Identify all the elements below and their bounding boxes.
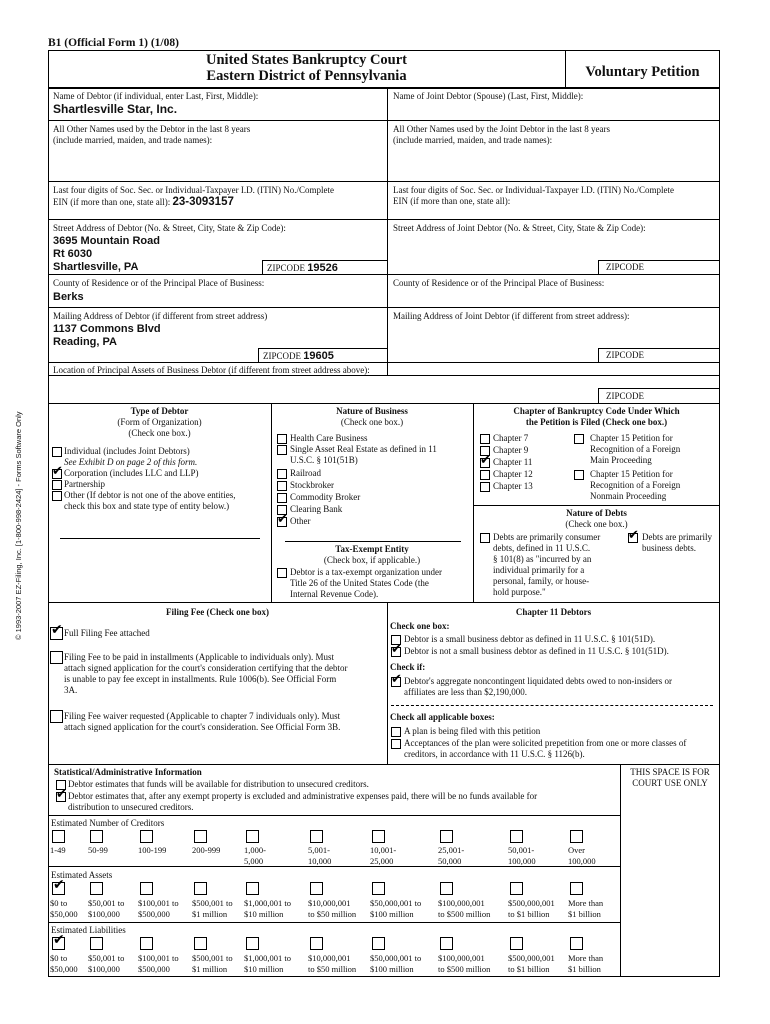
checkbox-other-business[interactable] (277, 517, 287, 527)
assets-label-4: $1,000,001 to $10 million (244, 898, 291, 919)
joint-other-names-label: All Other Names used by the Joint Debtor in the last 8 years (include married, maiden, and trade names): (393, 124, 610, 145)
liabilities-label-9: More than $1 billion (568, 953, 604, 974)
label-single-asset: Single Asset Real Estate as defined in 11 U.S.C. § 101(51B) (290, 444, 437, 465)
creditors-checkbox-5[interactable] (310, 830, 323, 843)
liabilities-label-5: $10,000,001 to $50 million (308, 953, 357, 974)
label-chapter-13: Chapter 13 (493, 481, 533, 491)
label-consumer-debts: Debts are primarily consumer debts, defined in 11 U.S.C. § 101(8) as "incurred by an individual primarily for a personal, family, or house- hold purpose." (493, 532, 601, 597)
joint-ssn-label: Last four digits of Soc. Sec. or Individual-Taxpayer I.D. (ITIN) No./Complete EIN (if more than one, state all): (393, 185, 675, 206)
liabilities-checkbox-8[interactable] (510, 937, 523, 950)
checkbox-consumer-debts[interactable] (480, 533, 490, 543)
ssn-label: Last four digits of Soc. Sec. or Individual-Taxpayer I.D. (ITIN) No./Complete EIN (if more than one, state all): 23-3093157 (53, 185, 335, 208)
checkbox-plan-filed[interactable] (391, 727, 401, 737)
label-full-fee: Full Filing Fee attached (64, 628, 150, 638)
other-entity-line[interactable] (60, 538, 260, 539)
statistical-heading: Statistical/Administrative Information (54, 767, 202, 777)
assets-checkbox-9[interactable] (570, 882, 583, 895)
creditors-checkbox-6[interactable] (372, 830, 385, 843)
form-title: Voluntary Petition (585, 64, 700, 80)
checkbox-railroad[interactable] (277, 469, 287, 479)
street-value[interactable]: 3695 Mountain Road Rt 6030 Shartlesville, PA (53, 235, 160, 273)
check-all-label: Check all applicable boxes: (390, 712, 495, 722)
creditors-checkbox-9[interactable] (570, 830, 583, 843)
assets-heading: Estimated Assets (51, 870, 113, 880)
creditors-checkbox-2[interactable] (140, 830, 153, 843)
label-fee-waiver: Filing Fee waiver requested (Applicable to chapter 7 individuals only). Must attach signed application for the court's consideration. See Official Form 3B. (64, 711, 341, 732)
label-other-business: Other (290, 516, 311, 526)
county-label: County of Residence or of the Principal Place of Business: (53, 278, 265, 288)
liabilities-label-1: $50,001 to $100,000 (88, 953, 125, 974)
type-of-debtor-heading: Type of Debtor (Form of Organization) (Check one box.) (117, 406, 202, 438)
label-other-entity: Other (If debtor is not one of the above entities, check this box and state type of entity below.) (64, 490, 236, 511)
assets-checkbox-1[interactable] (90, 882, 103, 895)
location-zip: ZIPCODE (606, 391, 644, 401)
label-acceptances: Acceptances of the plan were solicited prepetition from one or more classes of creditors, in accordance with 11 U.S.C. § 1126(b). (404, 738, 687, 759)
ein-value[interactable]: 23-3093157 (172, 196, 234, 208)
label-individual: Individual (includes Joint Debtors) (64, 446, 190, 456)
label-clearing-bank: Clearing Bank (290, 504, 343, 514)
checkbox-aggregate-debts[interactable] (391, 677, 401, 687)
creditors-label-3: 200-999 (192, 845, 221, 855)
creditors-checkbox-0[interactable] (52, 830, 65, 843)
creditors-label-6: 10,001- 25,000 (370, 845, 397, 866)
checkbox-other-entity[interactable] (52, 491, 62, 501)
joint-street-label: Street Address of Joint Debtor (No. & Street, City, State & Zip Code): (393, 223, 646, 233)
chapter-heading: Chapter of Bankruptcy Code Under Which the Petition is Filed (Check one box.) (513, 406, 680, 427)
liabilities-label-7: $100,000,001 to $500 million (438, 953, 491, 974)
liabilities-label-0: $0 to $50,000 (50, 953, 78, 974)
joint-county-label: County of Residence or of the Principal Place of Business: (393, 278, 605, 288)
label-tax-exempt: Debtor is a tax-exempt organization under Title 26 of the United States Code (the Internal Revenue Code). (290, 567, 443, 599)
checkbox-fee-waiver[interactable] (50, 710, 63, 723)
checkbox-full-fee[interactable] (50, 627, 63, 640)
liabilities-checkbox-5[interactable] (310, 937, 323, 950)
checkbox-chapter-7[interactable] (480, 434, 490, 444)
assets-label-9: More than $1 billion (568, 898, 604, 919)
creditors-heading: Estimated Number of Creditors (51, 818, 165, 828)
filing-fee-heading: Filing Fee (Check one box) (166, 607, 269, 617)
street-zip: ZIPCODE 19526 (267, 262, 338, 274)
checkbox-single-asset[interactable] (277, 445, 287, 455)
creditors-label-5: 5,001- 10,000 (308, 845, 332, 866)
label-chapter-12: Chapter 12 (493, 469, 533, 479)
liabilities-checkbox-1[interactable] (90, 937, 103, 950)
check-one-box-label: Check one box: (390, 621, 450, 631)
label-chapter-7: Chapter 7 (493, 433, 529, 443)
liabilities-label-8: $500,000,001 to $1 billion (508, 953, 555, 974)
creditors-label-7: 25,001- 50,000 (438, 845, 465, 866)
label-small-business: Debtor is a small business debtor as defined in 11 U.S.C. § 101(51D). (404, 634, 656, 644)
checkbox-health-care[interactable] (277, 434, 287, 444)
assets-label-2: $100,001 to $500,000 (138, 898, 179, 919)
assets-label-8: $500,000,001 to $1 billion (508, 898, 555, 919)
mailing-label: Mailing Address of Debtor (if different from street address) (53, 311, 268, 321)
assets-label-0: $0 to $50,000 (50, 898, 78, 919)
checkbox-installments[interactable] (50, 651, 63, 664)
checkbox-stockbroker[interactable] (277, 481, 287, 491)
liabilities-checkbox-4[interactable] (246, 937, 259, 950)
liabilities-checkbox-2[interactable] (140, 937, 153, 950)
assets-checkbox-6[interactable] (372, 882, 385, 895)
checkbox-chapter-11[interactable] (480, 458, 490, 468)
assets-checkbox-8[interactable] (510, 882, 523, 895)
assets-checkbox-3[interactable] (194, 882, 207, 895)
liabilities-checkbox-0[interactable] (52, 937, 65, 950)
checkbox-no-funds[interactable] (56, 792, 66, 802)
label-chapter-15-main: Chapter 15 Petition for Recognition of a Foreign Main Proceeding (590, 433, 681, 465)
checkbox-commodity[interactable] (277, 493, 287, 503)
label-plan-filed: A plan is being filed with this petition (404, 726, 541, 736)
sidebar-copyright: © 1993-2007 EZ-Filing, Inc. [1-800-998-2424] - Forms Software Only (14, 411, 23, 640)
exhibit-d-note: See Exhibit D on page 2 of this form. (64, 457, 198, 467)
creditors-checkbox-8[interactable] (510, 830, 523, 843)
liabilities-checkbox-9[interactable] (570, 937, 583, 950)
liabilities-label-2: $100,001 to $500,000 (138, 953, 179, 974)
label-health-care: Health Care Business (290, 433, 368, 443)
checkbox-partnership[interactable] (52, 480, 62, 490)
label-commodity: Commodity Broker (290, 492, 361, 502)
location-label: Location of Principal Assets of Business Debtor (if different from street address above): (53, 365, 370, 375)
mailing-zip-value[interactable]: 19605 (303, 350, 334, 362)
label-railroad: Railroad (290, 468, 321, 478)
creditors-label-0: 1-49 (50, 845, 66, 855)
liabilities-checkbox-6[interactable] (372, 937, 385, 950)
joint-mailing-label: Mailing Address of Joint Debtor (if different from street address): (393, 311, 630, 321)
assets-label-3: $500,001 to $1 million (192, 898, 233, 919)
joint-street-zip: ZIPCODE (606, 262, 644, 272)
form-id: B1 (Official Form 1) (1/08) (48, 37, 179, 49)
assets-checkbox-7[interactable] (440, 882, 453, 895)
label-stockbroker: Stockbroker (290, 480, 334, 490)
checkbox-chapter-13[interactable] (480, 482, 490, 492)
other-names-label: All Other Names used by the Debtor in the last 8 years (include married, maiden, and trade names): (53, 124, 251, 145)
liabilities-checkbox-3[interactable] (194, 937, 207, 950)
debtor-name-value[interactable]: Shartlesville Star, Inc. (53, 102, 178, 116)
label-corporation: Corporation (includes LLC and LLP) (64, 468, 199, 478)
mailing-zip: ZIPCODE 19605 (263, 350, 334, 362)
creditors-label-4: 1,000- 5,000 (244, 845, 266, 866)
liabilities-label-4: $1,000,001 to $10 million (244, 953, 291, 974)
joint-name-label: Name of Joint Debtor (Spouse) (Last, First, Middle): (393, 91, 584, 101)
label-funds-available: Debtor estimates that funds will be available for distribution to unsecured creditors. (68, 779, 369, 789)
checkbox-tax-exempt[interactable] (277, 568, 287, 578)
assets-label-1: $50,001 to $100,000 (88, 898, 125, 919)
liabilities-heading: Estimated Liabilities (51, 925, 126, 935)
label-partnership: Partnership (64, 479, 105, 489)
liabilities-label-6: $50,000,001 to $100 million (370, 953, 422, 974)
label-no-funds: Debtor estimates that, after any exempt property is excluded and administrative expenses paid, there will be no funds available for distribution to unsecured creditors. (68, 791, 538, 812)
checkbox-individual[interactable] (52, 447, 62, 457)
creditors-label-1: 50-99 (88, 845, 108, 855)
tax-exempt-heading: Tax-Exempt Entity (Check box, if applicable.) (323, 544, 421, 565)
label-aggregate-debts: Debtor's aggregate noncontingent liquidated debts owed to non-insiders or affiliates are less than $2,190,000. (404, 676, 673, 697)
assets-label-6: $50,000,001 to $100 million (370, 898, 422, 919)
county-value[interactable]: Berks (53, 291, 84, 303)
liabilities-label-3: $500,001 to $1 million (192, 953, 233, 974)
assets-checkbox-2[interactable] (140, 882, 153, 895)
checkbox-chapter-15-main[interactable] (574, 434, 584, 444)
debtor-name-label: Name of Debtor (if individual, enter Last, First, Middle): (53, 91, 259, 101)
check-if-label: Check if: (390, 662, 426, 672)
creditors-label-9: Over 100,000 (568, 845, 596, 866)
creditors-label-2: 100-199 (138, 845, 167, 855)
assets-label-5: $10,000,001 to $50 million (308, 898, 357, 919)
assets-checkbox-0[interactable] (52, 882, 65, 895)
label-not-small-business: Debtor is not a small business debtor as defined in 11 U.S.C. § 101(51D). (404, 646, 669, 656)
court-name: United States Bankruptcy Court Eastern District of Pennsylvania (206, 52, 407, 84)
label-installments: Filing Fee to be paid in installments (Applicable to individuals only). Must attach signed application for the court's consideration certifying that the debtor is unable to pay fee except in installments. Rule 1006(b). See Official Form 3A. (64, 652, 348, 695)
checkbox-chapter-15-nonmain[interactable] (574, 470, 584, 480)
assets-checkbox-4[interactable] (246, 882, 259, 895)
creditors-checkbox-1[interactable] (90, 830, 103, 843)
chapter-11-heading: Chapter 11 Debtors (515, 607, 592, 617)
creditors-checkbox-3[interactable] (194, 830, 207, 843)
checkbox-not-small-business[interactable] (391, 647, 401, 657)
label-chapter-11: Chapter 11 (493, 457, 533, 467)
nature-heading: Nature of Business (Check one box.) (336, 406, 408, 427)
creditors-checkbox-4[interactable] (246, 830, 259, 843)
liabilities-checkbox-7[interactable] (440, 937, 453, 950)
checkbox-acceptances[interactable] (391, 739, 401, 749)
label-business-debts: Debts are primarily business debts. (642, 532, 712, 553)
street-zip-value[interactable]: 19526 (307, 262, 338, 274)
joint-mailing-zip: ZIPCODE (606, 350, 644, 360)
creditors-label-8: 50,001- 100,000 (508, 845, 536, 866)
court-use-only: THIS SPACE IS FOR COURT USE ONLY (630, 767, 710, 788)
label-chapter-15-nonmain: Chapter 15 Petition for Recognition of a Foreign Nonmain Proceeding (590, 469, 681, 501)
creditors-checkbox-7[interactable] (440, 830, 453, 843)
checkbox-business-debts[interactable] (628, 533, 638, 543)
checkbox-corporation[interactable] (52, 469, 62, 479)
checkbox-chapter-12[interactable] (480, 470, 490, 480)
street-label: Street Address of Debtor (No. & Street, City, State & Zip Code): (53, 223, 286, 233)
label-chapter-9: Chapter 9 (493, 445, 529, 455)
mailing-value[interactable]: 1137 Commons Blvd Reading, PA (53, 323, 161, 348)
assets-checkbox-5[interactable] (310, 882, 323, 895)
nature-of-debts-heading: Nature of Debts (Check one box.) (565, 508, 628, 529)
assets-label-7: $100,000,001 to $500 million (438, 898, 491, 919)
